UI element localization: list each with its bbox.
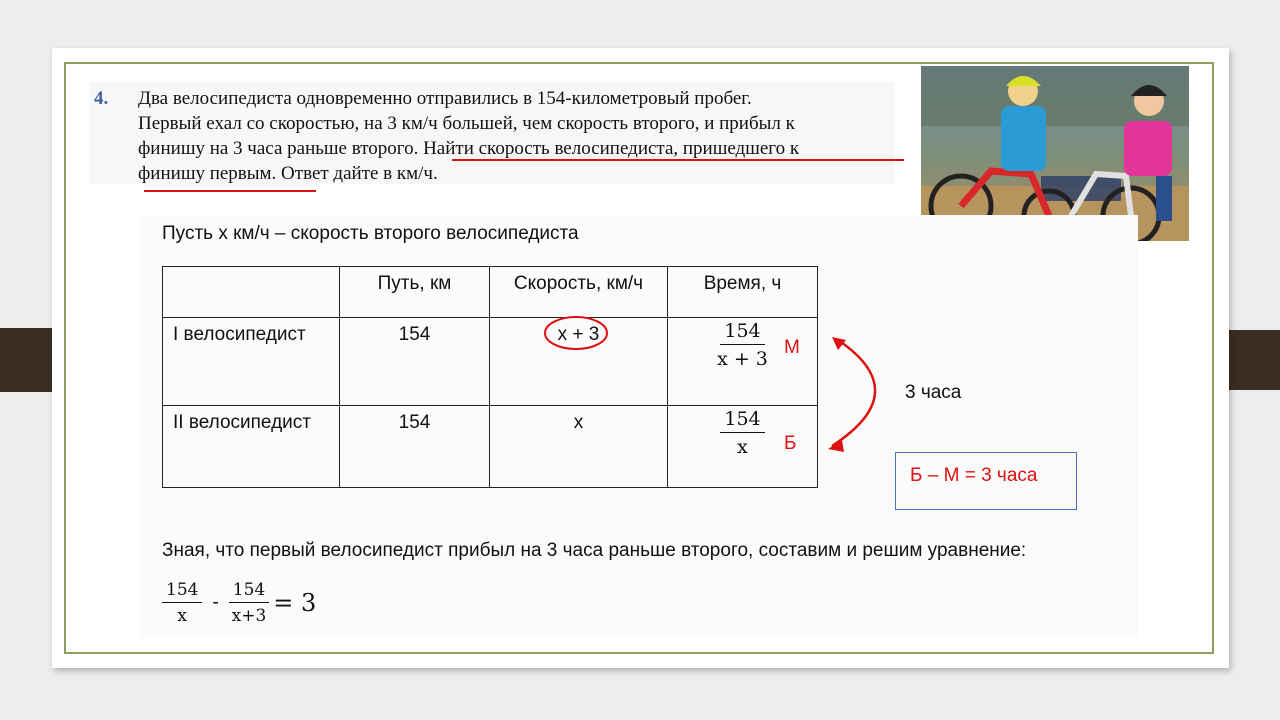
row2-name: II велосипедист: [163, 406, 340, 488]
header-distance: Путь, км: [340, 267, 490, 318]
row1-time-fraction: $\frac{154}{x + 3}$: [717, 320, 768, 370]
tag-b: Б: [784, 433, 797, 454]
problem-number: 4.: [94, 88, 109, 109]
intro-text: Пусть х км/ч – скорость второго велосипедиста: [162, 223, 579, 244]
equation-fraction-1: $\frac{154}{x}$: [162, 580, 202, 626]
row1-name: I велосипедист: [163, 318, 340, 406]
difference-box: [895, 452, 1077, 510]
problem-line-3: финишу на 3 часа раньше второго. Найти скорость велосипедиста, пришедшего к: [138, 138, 800, 159]
row1-distance: 154: [340, 318, 490, 406]
problem-line-2: Первый ехал со скоростью, на 3 км/ч большей, чем скорость второго, и прибыл к: [138, 113, 795, 134]
difference-text: Б – М = 3 часа: [910, 465, 1038, 486]
equation-fraction-2: $\frac{154}{x+3}$: [229, 580, 269, 626]
row2-time-fraction: $\frac{154}{x}$: [720, 408, 764, 458]
header-time: Время, ч: [668, 267, 818, 318]
speed-circle-mark: [545, 317, 607, 349]
header-speed: Скорость, км/ч: [490, 267, 668, 318]
arrow-label: 3 часа: [905, 382, 962, 403]
conclusion-text: Зная, что первый велосипедист прибыл на 3 часа раньше второго, составим и решим уравнение:: [162, 540, 1027, 561]
equation: [162, 580, 316, 626]
row1-speed: х + 3: [490, 318, 668, 406]
arrow-head-bottom: [828, 440, 844, 452]
row2-distance: 154: [340, 406, 490, 488]
curved-arrow: [832, 340, 875, 446]
equation-minus: -: [212, 592, 219, 613]
row2-speed: х: [490, 406, 668, 488]
problem-line-1: Два велосипедиста одновременно отправились в 154-километровый пробег.: [138, 88, 752, 109]
equation-rhs: = 3: [273, 589, 317, 617]
problem-line-4: финишу первым. Ответ дайте в км/ч.: [138, 163, 438, 184]
tag-m: М: [784, 337, 800, 358]
